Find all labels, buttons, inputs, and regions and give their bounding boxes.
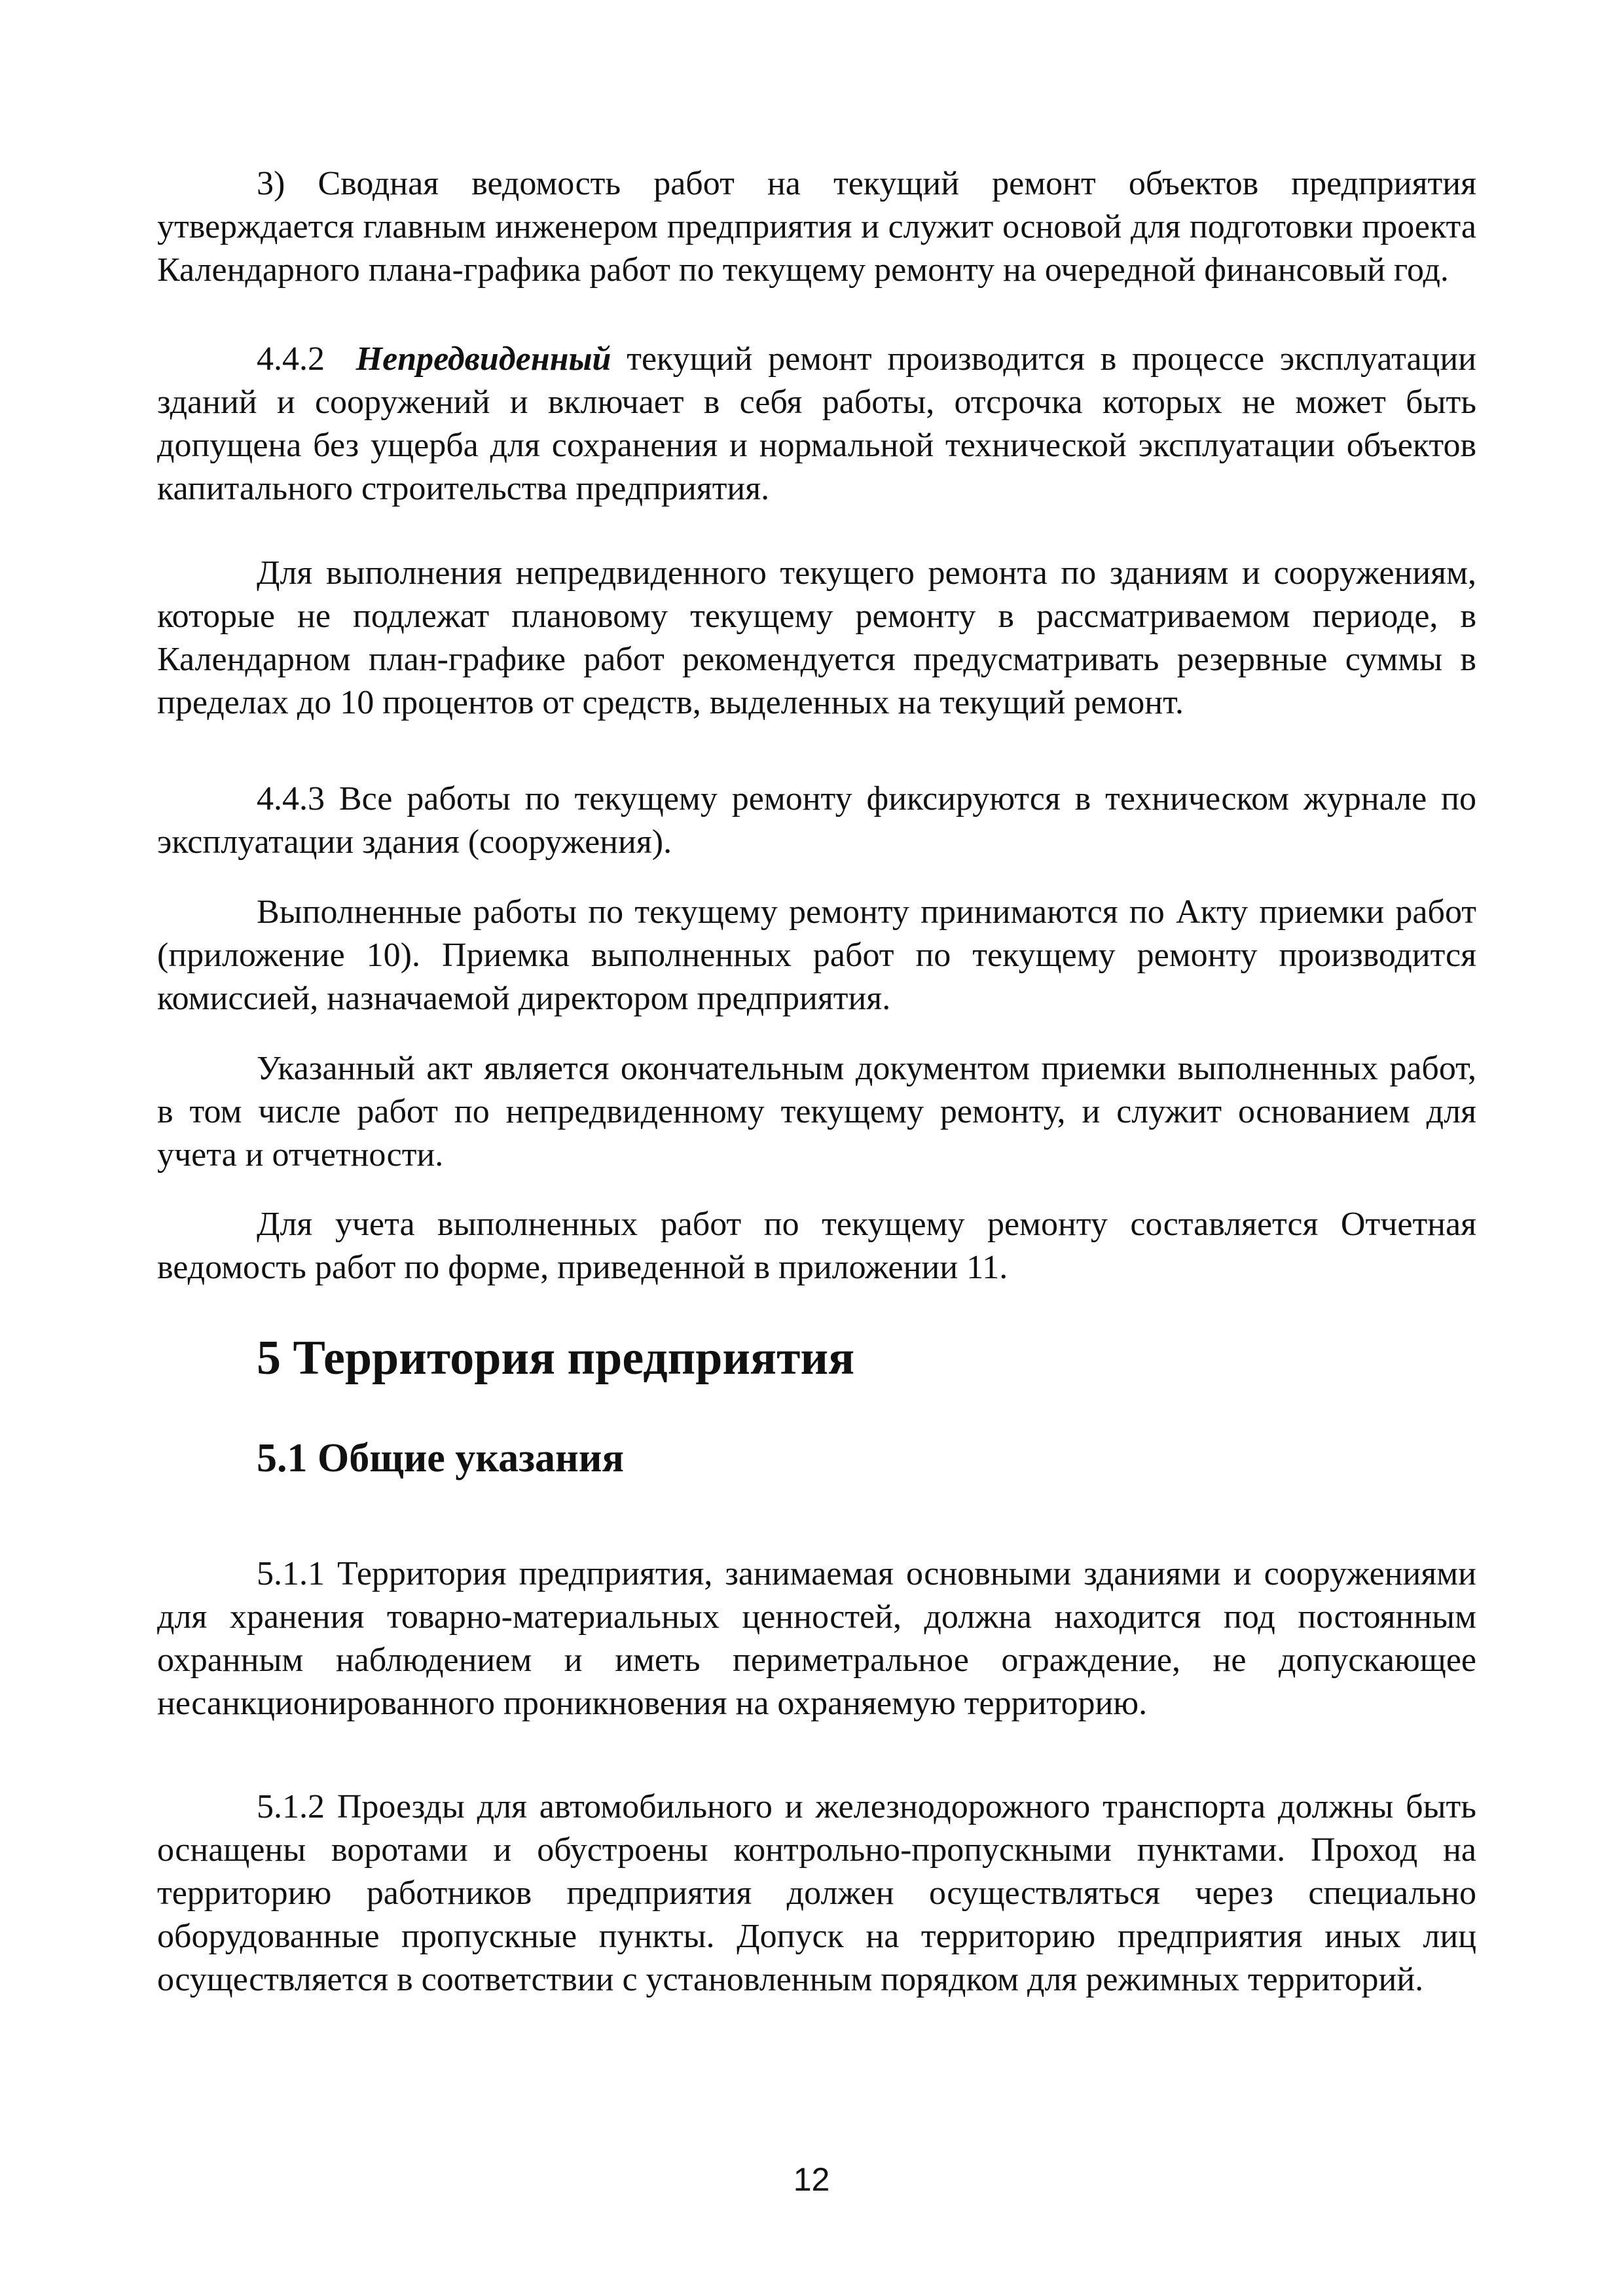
paragraph-4-4-2 xyxy=(157,338,1476,511)
paragraph-final-document: Указанный акт является окончательным документом приемки выполненных работ, в том числе работ по непредвиденному текущему ремонту, и служит основанием для учета и отчетности. xyxy=(157,1050,1476,1174)
paragraph-5-1-2: 5.1.2 Проезды для автомобильного и железнодорожного транспорта должны быть оснащены воротами и обустроены контрольно-пропускными пунктами. Проход на территорию работников предприятия должен осуществляться через специально оборудованные пропускные пункты. Допуск на территорию предприятия иных лиц осуществляется в соответствии с установленным порядком для режимных территорий. xyxy=(157,1788,1476,1998)
paragraph-acceptance: Выполненные работы по текущему ремонту принимаются по Акту приемки работ (приложение 10). Приемка выполненных работ по текущему ремонту производится комиссией, назначаемой директором предприятия. xyxy=(157,893,1476,1017)
paragraph-report-statement: Для учета выполненных работ по текущему ремонту составляется Отчетная ведомость работ по форме, приведенной в приложении 11. xyxy=(157,1206,1476,1286)
emphasis-term: Непредвиденный xyxy=(356,340,611,378)
clause-number: 4.4.2 xyxy=(257,340,325,378)
subsection-heading: 5.1 Общие указания xyxy=(257,1436,624,1480)
paragraph-text: текущий ремонт производится в процессе эксплуатации зданий и сооружений и включает в себя работы, отсрочка которых не может быть допущена без ущерба для сохранения и нормальной технической эксплуатации объектов капитального строительства предприятия. xyxy=(157,340,1477,507)
section-heading: 5 Территория предприятия xyxy=(257,1331,855,1385)
paragraph-4-4-3: 4.4.3 Все работы по текущему ремонту фиксируются в техническом журнале по эксплуатации здания (сооружения). xyxy=(157,780,1476,861)
paragraph-summary-statement: 3) Сводная ведомость работ на текущий ремонт объектов предприятия утверждается главным инженером предприятия и служит основой для подготовки проекта Календарного плана-графика работ по текущему ремонту на очередной финансовый год. xyxy=(157,165,1476,289)
page-number: 12 xyxy=(793,2161,830,2198)
paragraph-reserve-sums: Для выполнения непредвиденного текущего ремонта по зданиям и сооружениям, которые не подлежат плановому текущему ремонту в рассматриваемом периоде, в Календарном план-графике работ рекомендуется предусматривать резервные суммы в пределах до 10 процентов от средств, выделенных на текущий ремонт. xyxy=(157,554,1476,721)
paragraph-5-1-1: 5.1.1 Территория предприятия, занимаемая основными зданиями и сооружениями для хранения товарно-материальных ценностей, должна находится под постоянным охранным наблюдением и иметь периметральное ограждение, не допускающее несанкционированного проникновения на охраняемую территорию. xyxy=(157,1555,1476,1722)
